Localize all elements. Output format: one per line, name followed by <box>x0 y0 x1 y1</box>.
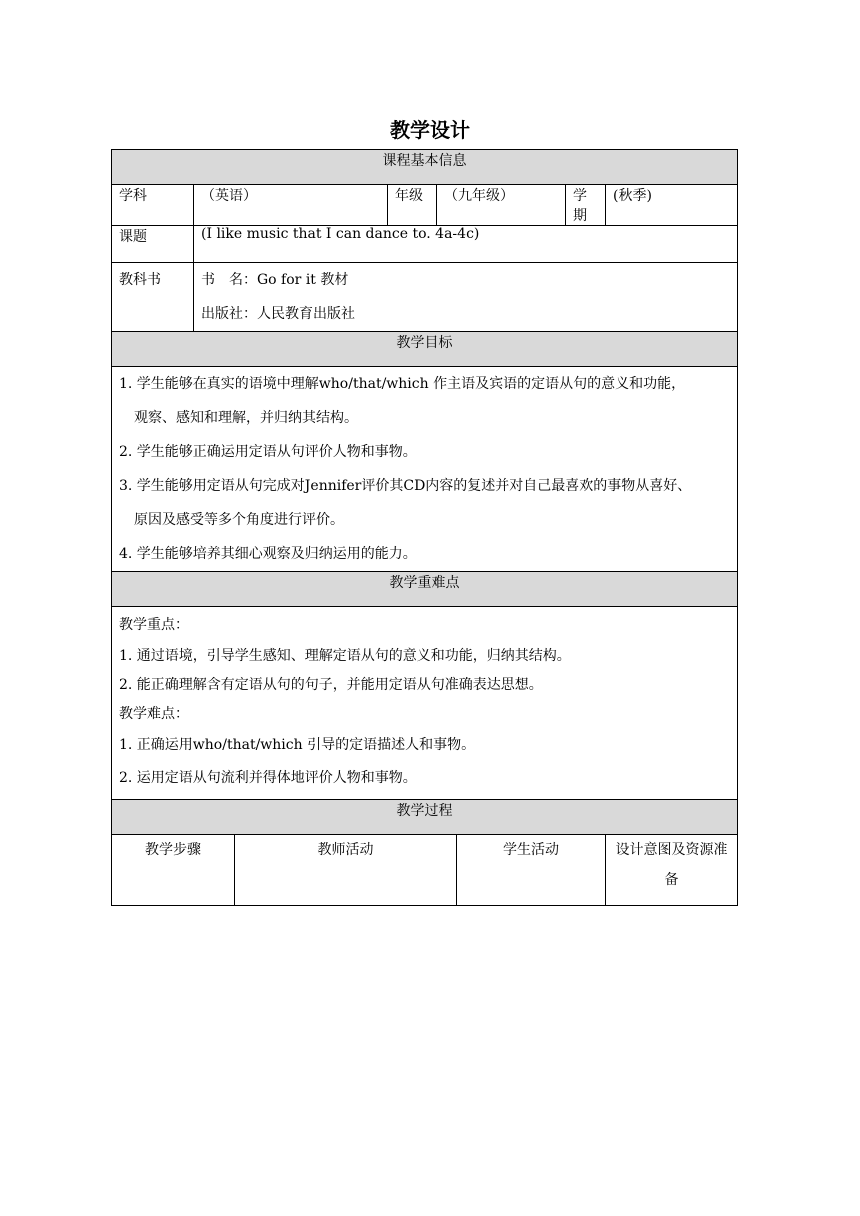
term-value: (秋季) <box>606 185 738 226</box>
process-teacher-header: 教师活动 <box>235 835 457 906</box>
process-student-header: 学生活动 <box>457 835 606 906</box>
objective-line: 3. 学生能够用定语从句完成对Jennifer评价其CD内容的复述并对自己最喜欢的事物从喜好、 <box>119 478 692 494</box>
process-steps-header: 教学步骤 <box>112 835 235 906</box>
subject-label: 学科 <box>112 185 194 226</box>
term-label: 学期 <box>566 185 606 226</box>
lesson-plan-table <box>111 149 738 906</box>
textbook-label-text: 教科书 <box>119 272 161 288</box>
key-points-label: 教学重点： <box>119 617 189 633</box>
section-objectives: 教学目标 <box>112 332 738 367</box>
objective-line: 2. 学生能够正确运用定语从句评价人物和事物。 <box>119 444 417 460</box>
publisher: 出版社：人民教育出版社 <box>201 306 355 322</box>
section-process: 教学过程 <box>112 800 738 835</box>
difficult-points-label: 教学难点： <box>119 706 189 722</box>
difficult-point-item: 1. 正确运用who/that/which 引导的定语描述人和事物。 <box>119 737 476 753</box>
grade-label: 年级 <box>388 185 437 226</box>
topic-label: 课题 <box>112 226 194 263</box>
textbook-details <box>194 263 738 332</box>
key-point-item: 1. 通过语境，引导学生感知、理解定语从句的意义和功能，归纳其结构。 <box>119 648 571 664</box>
objective-line: 原因及感受等多个角度进行评价。 <box>134 512 344 528</box>
section-key-difficult: 教学重难点 <box>112 572 738 607</box>
key-difficult-content <box>112 607 738 800</box>
textbook-label <box>112 263 194 332</box>
topic-value: (I like music that I can dance to. 4a-4c) <box>194 226 738 263</box>
objective-line: 1. 学生能够在真实的语境中理解who/that/which 作主语及宾语的定语从句的意义和功能， <box>119 376 686 392</box>
objective-line: 4. 学生能够培养其细心观察及归纳运用的能力。 <box>119 546 417 562</box>
objectives-list <box>112 367 738 572</box>
subject-value: （英语） <box>194 185 388 226</box>
section-basic-info: 课程基本信息 <box>112 150 738 185</box>
grade-value: （九年级） <box>437 185 566 226</box>
key-point-item: 2. 能正确理解含有定语从句的句子，并能用定语从句准确表达思想。 <box>119 677 543 693</box>
page-title: 教学设计 <box>390 118 470 142</box>
difficult-point-item: 2. 运用定语从句流利并得体地评价人物和事物。 <box>119 770 417 786</box>
objective-line: 观察、感知和理解，并归纳其结构。 <box>134 410 358 426</box>
textbook-name: 书 名：Go for it 教材 <box>201 272 349 288</box>
process-design-header: 设计意图及资源准备 <box>606 835 738 906</box>
